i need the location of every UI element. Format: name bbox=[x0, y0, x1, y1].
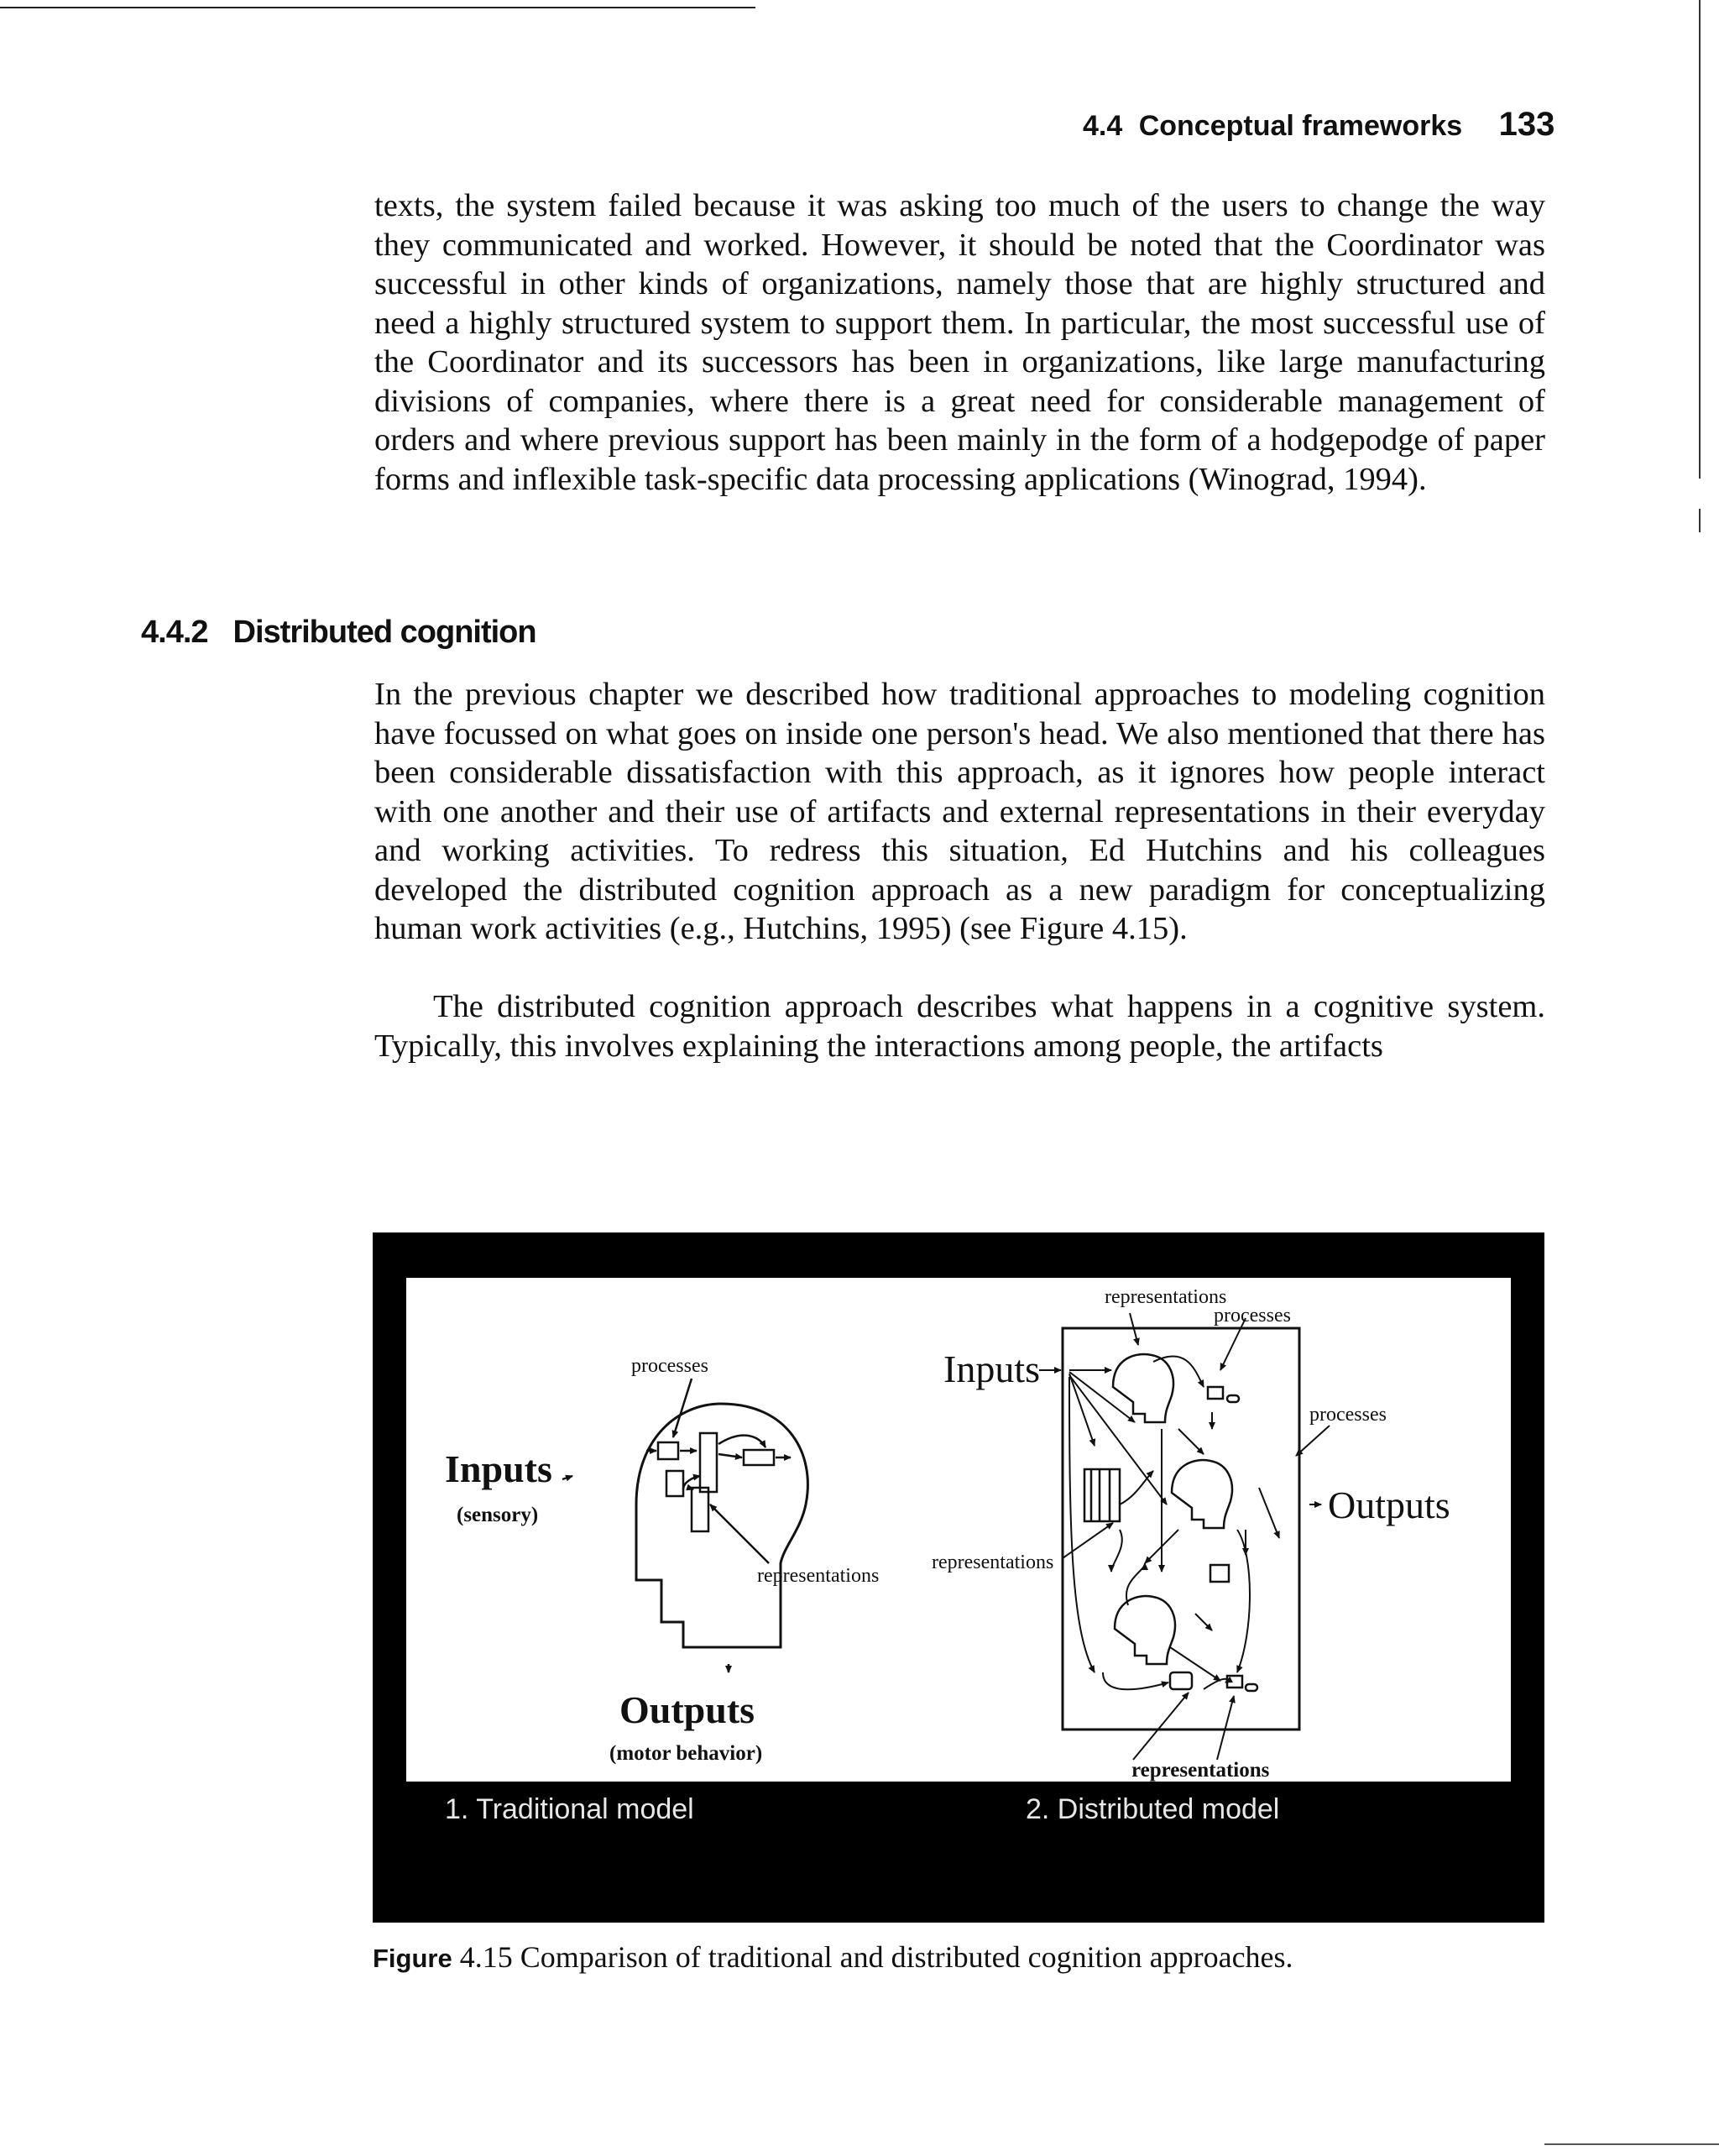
right-margin-rule-short bbox=[1699, 509, 1701, 532]
traditional-outputs-sub: (motor behavior) bbox=[609, 1742, 763, 1765]
paragraph-3: The distributed cognition approach describes what happens in a cognitive system. Typically, this involves explaining the interactions among people, the artifacts bbox=[374, 989, 1545, 1064]
bottom-rule bbox=[1544, 2143, 1719, 2145]
distributed-inputs-label: Inputs bbox=[943, 1348, 1040, 1390]
distributed-outputs-label: Outputs bbox=[1328, 1484, 1450, 1526]
telephone-icon bbox=[1170, 1672, 1192, 1689]
figure-caption-label: Figure bbox=[373, 1944, 452, 1973]
section-heading bbox=[141, 615, 536, 651]
computer-icon-top bbox=[1208, 1387, 1223, 1399]
traditional-outputs-label: Outputs bbox=[619, 1688, 755, 1731]
figure-caption-number: 4.15 bbox=[459, 1940, 513, 1974]
figure-caption bbox=[373, 1939, 1293, 1975]
figure-caption-text: Comparison of traditional and distributed cognition approaches. bbox=[520, 1940, 1293, 1974]
traditional-model bbox=[445, 1355, 879, 1765]
paragraph-1: texts, the system failed because it was asking too much of the users to change the way they communicated and worked. However, it should be noted that the Coordinator was successful in other kinds of organizations, namely those that are highly structured and need a highly structured system to support them. In particular, the most successful use of the Coordinator and its successors has been in organizations, like large manufacturing divisions of companies, where there is a great need for considerable management of orders and where previous support has been mainly in the form of a hodgepodge of paper forms and inflexible task-specific data processing applications (Winograd, 1994). bbox=[374, 188, 1545, 497]
distributed-representations-bottom: representations bbox=[1131, 1759, 1270, 1782]
traditional-processes-label: processes bbox=[631, 1355, 708, 1377]
distributed-processes-right: processes bbox=[1309, 1404, 1387, 1426]
right-processes-pointer bbox=[1296, 1426, 1330, 1456]
paragraph-2: In the previous chapter we described how traditional approaches to modeling cognition have focussed on what goes on inside one person's head. We also mentioned that there has been considerable dissatisfaction with this approach, as it ignores how people interact with one another and their use of artifacts and external representations in their everyday and working activities. To redress this situation, Ed Hutchins and his colleagues developed the distributed cognition approach as a new paradigm for conceptualizing human work activities (e.g., Hutchins, 1995) (see Figure 4.15). bbox=[374, 677, 1545, 946]
traditional-inputs-sub: (sensory) bbox=[457, 1504, 539, 1526]
figure-diagram bbox=[406, 1278, 1511, 1782]
distributed-model-label: 2. Distributed model bbox=[1026, 1793, 1280, 1825]
processing-boxes bbox=[658, 1433, 774, 1531]
cognitive-system-box bbox=[1063, 1328, 1299, 1730]
running-head-section: 4.4 bbox=[1083, 110, 1123, 142]
printer-icon bbox=[1210, 1565, 1229, 1582]
bottom-representations-pointer-2 bbox=[1217, 1696, 1234, 1760]
section-number: 4.4.2 bbox=[141, 615, 208, 650]
right-margin-rule bbox=[1699, 0, 1701, 479]
figure-panel bbox=[406, 1278, 1511, 1782]
traditional-representations-label: representations bbox=[757, 1565, 880, 1587]
distributed-model bbox=[932, 1286, 1450, 1782]
distributed-representations-top: representations bbox=[1105, 1286, 1227, 1308]
head-2 bbox=[1172, 1460, 1232, 1528]
section-title: Distributed cognition bbox=[233, 615, 536, 650]
processes-pointer bbox=[673, 1379, 692, 1437]
distributed-processes-top: processes bbox=[1214, 1305, 1291, 1327]
page-number: 133 bbox=[1498, 106, 1555, 143]
distributed-representations-left: representations bbox=[932, 1552, 1054, 1573]
head-3 bbox=[1115, 1596, 1175, 1664]
head-outline bbox=[636, 1404, 807, 1647]
traditional-inputs-label: Inputs bbox=[445, 1447, 552, 1490]
running-head-title: Conceptual frameworks bbox=[1138, 110, 1463, 142]
left-representations-pointer bbox=[1063, 1523, 1113, 1558]
bookshelf-icon bbox=[1084, 1469, 1120, 1521]
bottom-representations-pointer-1 bbox=[1133, 1693, 1189, 1760]
representations-pointer bbox=[710, 1504, 769, 1563]
top-rule bbox=[0, 7, 755, 8]
traditional-model-label: 1. Traditional model bbox=[445, 1793, 694, 1825]
running-head bbox=[1083, 106, 1553, 144]
figure-4-15 bbox=[373, 1232, 1544, 1923]
computer-icon-bottom bbox=[1227, 1676, 1242, 1688]
